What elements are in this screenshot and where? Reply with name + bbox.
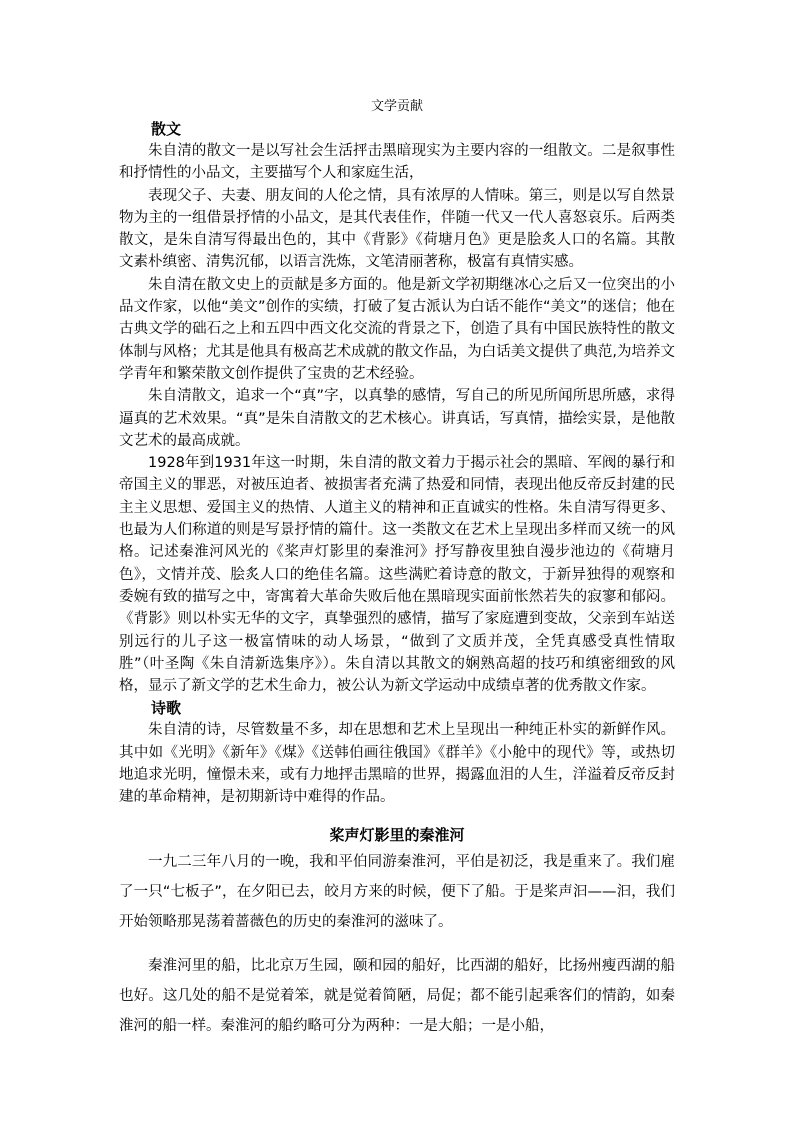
prose-paragraph-5: 1928年到1931年这一时期，朱自清的散文着力于揭示社会的黑暗、军阀的暴行和帝国主义的罪恶，对被压迫者、被损害者充满了热爱和同情，表现出他反帝反封建的民主主义思想、爱国主义的热情、人道主义的精神和正直诚实的性格。朱自清写得更多、也最为人们称道的则是写景抒情的篇什。这一类散文在艺术上呈现出多样而又统一的风格。记述秦淮河风光的《桨声灯影里的秦淮河》抒写静夜里独自漫步池边的《荷塘月色》，文情并茂、脍炙人口的绝佳名篇。这些满贮着诗意的散文，于新异独得的观察和委婉有致的描写之中，寄寓着大革命失败后他在黑暗现实面前怅然若失的寂寥和郁闷。《背影》则以朴实无华的文字，真挚强烈的感情，描写了家庭遭到变故，父亲到车站送别远行的儿子这一极富情味的动人场景，“做到了文质并茂，全凭真感受真性情取胜”（叶圣陶《朱自清新选集序》）。朱自清以其散文的娴熟高超的技巧和缜密细致的风格，显示了新文学的艺术生命力，被公认为新文学运动中成绩卓著的优秀散文作家。: [119, 455, 675, 695]
article-title: 桨声灯影里的秦淮河: [329, 825, 465, 844]
section-heading-poetry: 诗歌: [151, 699, 182, 718]
article-paragraph-2: 秦淮河里的船，比北京万生园，颐和园的船好，比西湖的船好，比扬州瘦西湖的船也好。这几处的船不是觉着笨，就是觉着简陋，局促；都不能引起乘客们的情韵，如秦淮河的船一样。秦淮河的船约略可分为两种：一是大船；一是小船，: [119, 957, 675, 1034]
prose-paragraph-1: 朱自清的散文一是以写社会生活抨击黑暗现实为主要内容的一组散文。二是叙事性和抒情性的小品文，主要描写个人和家庭生活，: [119, 143, 675, 182]
section-spacer: [119, 809, 675, 823]
article-paragraph-1: 一九二三年八月的一晚，我和平伯同游秦淮河，平伯是初泛，我是重来了。我们雇了一只“七板子”，在夕阳已去，皎月方来的时候，便下了船。于是桨声汩——汩，我们开始领略那晃荡着蔷薇色的历史的秦淮河的滋味了。: [119, 853, 675, 930]
prose-paragraph-4: 朱自清散文，追求一个“真”字，以真挚的感情，写自己的所见所闻所思所感，求得逼真的艺术效果。“真”是朱自清散文的艺术核心。讲真话，写真情，描绘实景，是他散文艺术的最高成就。: [119, 388, 675, 449]
paragraph-gap: [119, 937, 675, 951]
section-heading-prose: 散文: [151, 120, 182, 138]
document-title: 文学贡献: [370, 99, 423, 114]
prose-paragraph-3: 朱自清在散文史上的贡献是多方面的。他是新文学初期继冰心之后又一位突出的小品文作家，以他“美文”创作的实绩，打破了复古派认为白话不能作“美文”的迷信；他在古典文学的础石之上和五四中西文化交流的背景之下，创造了具有中国民族特性的散文体制与风格；尤其是他具有极高艺术成就的散文作品，为白话美文提供了典范,为培养文学青年和繁荣散文创作提供了宝贵的艺术经验。: [119, 276, 675, 382]
document-content: [119, 96, 675, 1041]
prose-paragraph-2: 表现父子、夫妻、朋友间的人伦之情，具有浓厚的人情味。第三，则是以写自然景物为主的一组借景抒情的小品文，是其代表佳作，伴随一代又一代人喜怒哀乐。后两类散文，是朱自清写得最出色的，其中《背影》《荷塘月色》更是脍炙人口的名篇。其散文素朴缜密、清隽沉郁，以语言洗炼，文笔清丽著称，极富有真情实感。: [119, 187, 675, 271]
poetry-paragraph-1: 朱自清的诗，尽管数量不多，却在思想和艺术上呈现出一种纯正朴实的新鲜作风。其中如《光明》《新年》《煤》《送韩伯画往俄国》《群羊》《小舱中的现代》等，或热切地追求光明，憧憬未来，或有力地抨击黑暗的世界，揭露血泪的人生，洋溢着反帝反封建的革命精神，是初期新诗中难得的作品。: [119, 722, 675, 806]
